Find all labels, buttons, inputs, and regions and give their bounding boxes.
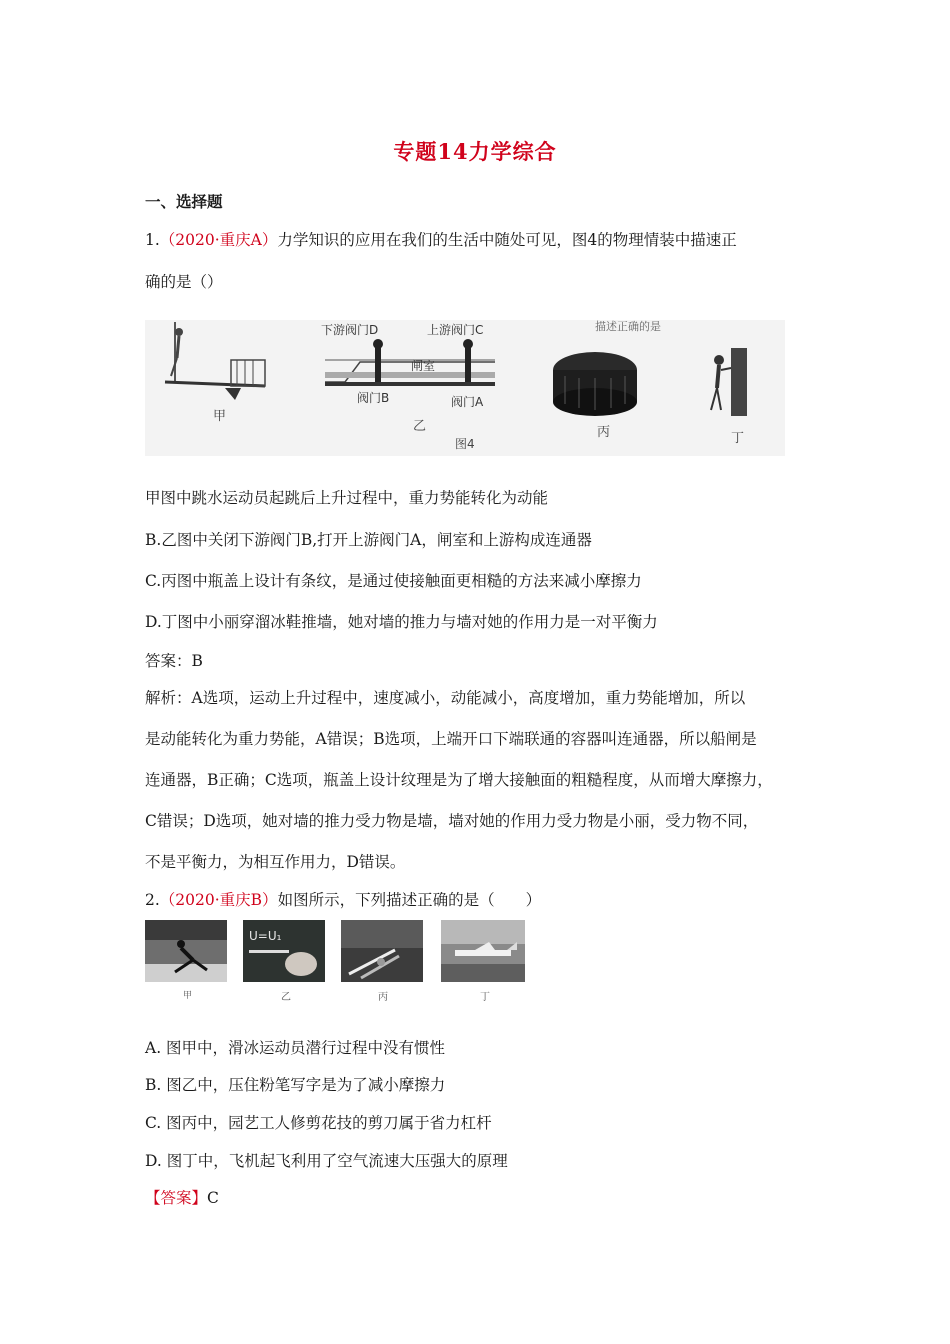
- q2-label-yi: 乙: [281, 992, 291, 1003]
- q1-stem-line1: [145, 228, 737, 250]
- q2-option-a: A. 图甲中，滑冰运动员潜行过程中没有惯性: [145, 1039, 446, 1057]
- q2-label-bing: 丙: [378, 992, 388, 1003]
- fig4-label-yi: 乙: [413, 419, 427, 434]
- q2-option-c: C. 图丙中，园艺工人修剪花技的剪刀属于省力杠杆: [145, 1114, 492, 1132]
- fig4-label-ding: 丁: [731, 431, 745, 446]
- q2-label-jia: 甲: [183, 991, 193, 1001]
- photo-yi-chalkboard: [243, 920, 325, 982]
- lock-label-gate-a: 阀门A: [451, 395, 484, 409]
- q2-source: （2020·重庆B）: [159, 891, 278, 909]
- q1-option-a: 甲图中跳水运动员起跳后上升过程中，重力势能转化为动能: [145, 489, 549, 507]
- q1-number: 1.: [145, 231, 160, 249]
- fig4-caption: 图4: [455, 437, 475, 451]
- q1-analysis-line: 解析：A选项，运动上升过程中，速度减小，动能减小，高度增加，重力势能增加，所以: [145, 689, 746, 707]
- q1-figure: [145, 320, 785, 456]
- q1-analysis-line: 是动能转化为重力势能，A错误；B选项，上端开口下端联通的容器叫连通器，所以船闸是: [145, 730, 757, 748]
- chalk-text: U=U₁: [249, 929, 282, 943]
- q1-source: （2020·重庆A）: [159, 231, 278, 249]
- page-title: 专题14力学综合: [393, 139, 557, 164]
- fig4-top-text: 描述正确的是: [595, 320, 661, 333]
- q2-label-ding: 丁: [480, 992, 490, 1003]
- q2-answer-label: 【答案】: [145, 1189, 208, 1207]
- section-heading: 一、选择题: [145, 192, 223, 211]
- q1-analysis-line: C错误；D选项，她对墙的推力受力物是墙，墙对她的作用力受力物是小丽，受力物不同，: [145, 812, 759, 830]
- bottle-cap-figure: [553, 352, 637, 416]
- figure-4-illustration: [145, 320, 785, 456]
- q2-stem: [145, 888, 541, 910]
- q2-option-b: B. 图乙中，压住粉笔写字是为了减小摩擦力: [145, 1076, 446, 1094]
- q1-option-d: D.丁图中小丽穿溜冰鞋推墙，她对墙的推力与墙对她的作用力是一对平衡力: [145, 613, 658, 631]
- photo-jia-skater: [145, 920, 227, 982]
- lock-label-upper-gate: 上游阀门C: [427, 323, 484, 337]
- q2-number: 2.: [145, 891, 160, 909]
- q1-stem-text: 力学知识的应用在我们的生活中随处可见，图4的物理情装中描速正: [277, 231, 737, 249]
- q1-answer: 答案：B: [145, 652, 203, 670]
- lock-label-lower-gate: 下游阀门D: [321, 323, 379, 337]
- q1-option-b: B.乙图中关闭下游阀门B,打开上游阀门A，闸室和上游构成连通器: [145, 531, 592, 549]
- q2-figure: [145, 920, 530, 1004]
- photo-ding-airplane: [441, 920, 525, 982]
- q2-photos: [145, 920, 530, 1004]
- fig4-label-bing: 丙: [597, 425, 611, 440]
- q2-stem-text: 如图所示，下列描述正确的是（ ）: [277, 891, 542, 909]
- q2-option-d: D. 图丁中，飞机起飞利用了空气流速大压强大的原理: [145, 1152, 508, 1170]
- lock-label-chamber: 闸室: [411, 359, 436, 373]
- q1-stem-line2: 确的是（）: [145, 273, 223, 291]
- q1-analysis-line: 连通器，B正确；C选项，瓶盖上设计纹理是为了增大接触面的粗糙程度，从而增大摩擦力，: [145, 771, 773, 789]
- q1-analysis-line: 不是平衡力，为相互作用力，D错误。: [145, 853, 406, 871]
- lock-label-gate-b: 阀门B: [357, 391, 390, 405]
- photo-bing-shears: [341, 920, 423, 982]
- q1-option-c: C.丙图中瓶盖上设计有条纹，是通过使接触面更相糙的方法来减小摩擦力: [145, 572, 642, 590]
- q2-answer-value: C: [207, 1189, 219, 1207]
- fig4-label-jia: 甲: [213, 409, 227, 424]
- q2-answer: [145, 1186, 219, 1208]
